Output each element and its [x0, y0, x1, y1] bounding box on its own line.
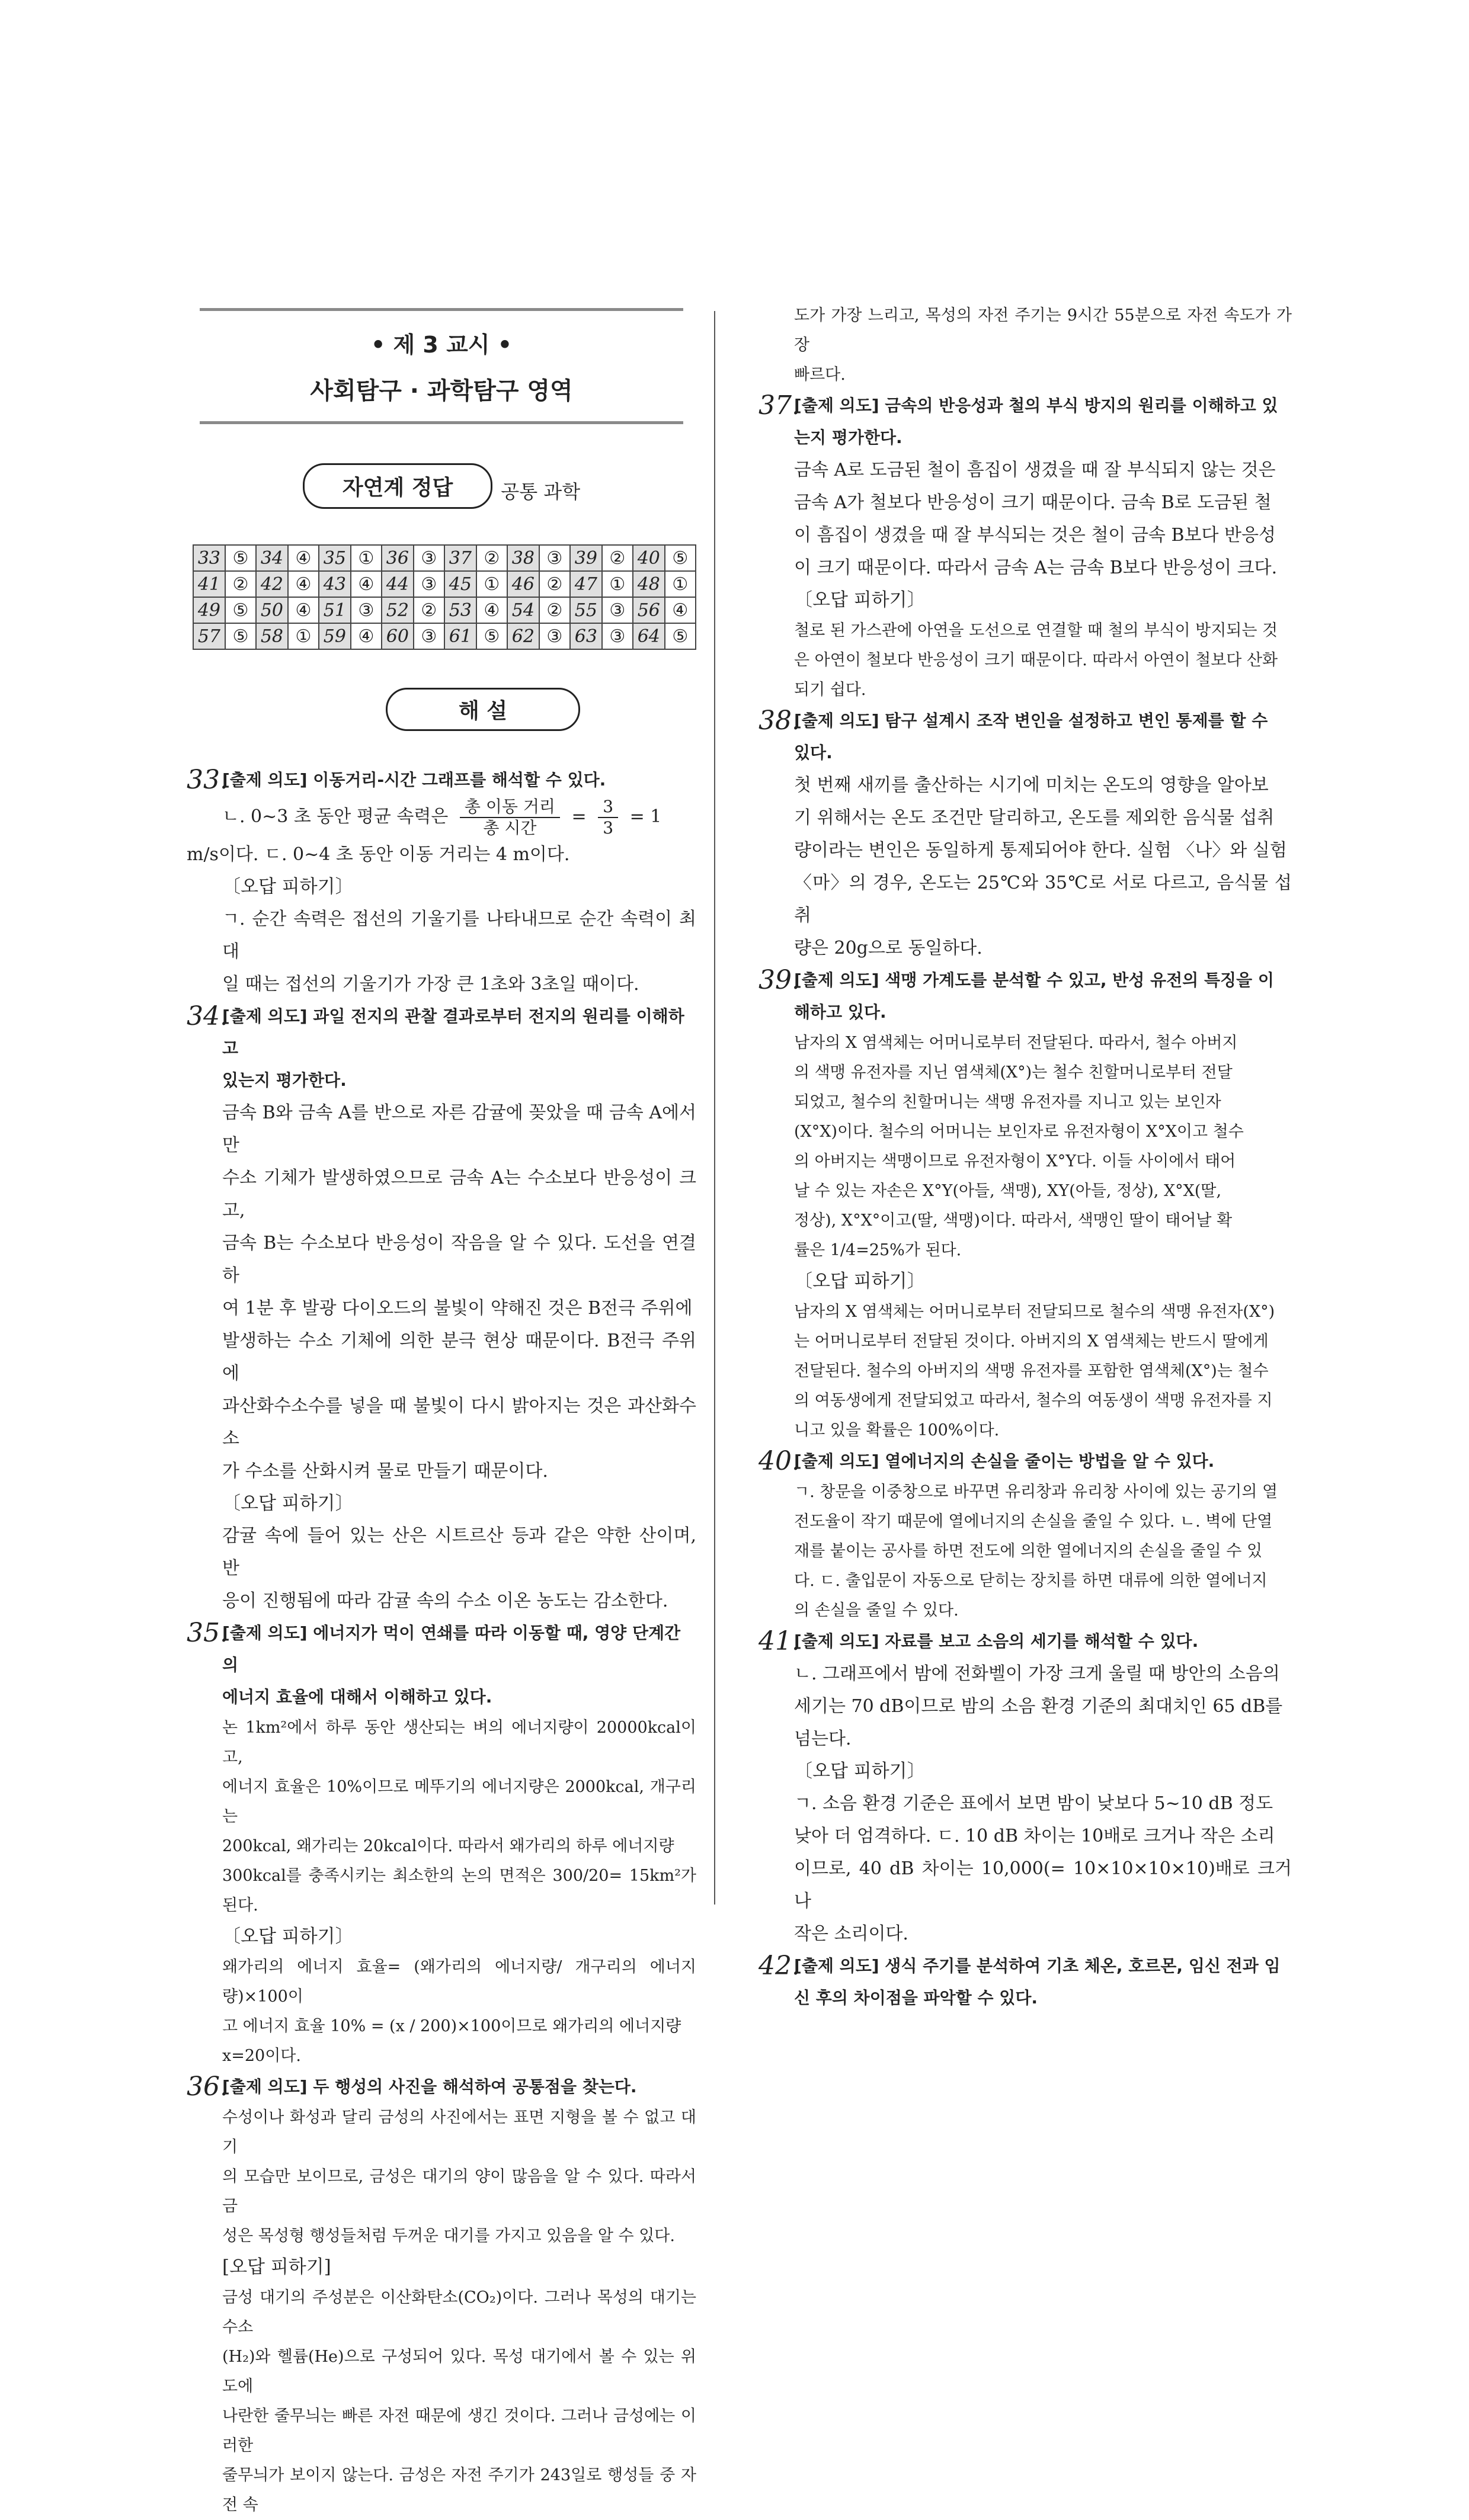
answer-choice: ② [225, 571, 256, 597]
explanation-line: 의 모습만 보이므로, 금성은 대기의 양이 많음을 알 수 있다. 따라서 금 [222, 2168, 696, 2216]
question-intent: 에너지 효율에 대해서 이해하고 있다. [222, 1687, 492, 1707]
explanation-line: 왜가리의 에너지 효율= (왜가리의 에너지량/ 개구리의 에너지량)×100이 [222, 1958, 696, 2006]
answer-question-number: 48 [633, 571, 665, 597]
question-intent: 있는지 평가한다. [222, 1070, 347, 1090]
answer-choice: ⑤ [225, 623, 256, 649]
answer-table [193, 544, 696, 650]
explanation-line: 되기 쉽다. [794, 681, 866, 699]
answer-question-number: 52 [382, 597, 414, 623]
question-intent: [출제 의도] 색맹 가계도를 분석할 수 있고, 반성 유전의 특징을 이 [794, 970, 1274, 990]
answer-choice: ③ [414, 571, 444, 597]
explanation-line: 여 1분 후 발광 다이오드의 불빛이 약해진 것은 B전극 주위에 [222, 1298, 693, 1319]
explanation-line: 남자의 X 염색체는 어머니로부터 전달되므로 철수의 색맹 유전자(X°) [794, 1303, 1275, 1321]
answer-choice: ④ [288, 597, 319, 623]
explanation-line: 다. ㄷ. 출입문이 자동으로 닫히는 장치를 하면 대류에 의한 열에너지 [794, 1572, 1268, 1590]
fraction: $\frac{\text{총 이동 거리}}{\text{총 시간}}$ [460, 797, 560, 838]
answer-choice: ③ [602, 623, 633, 649]
question-35 [187, 1617, 696, 2071]
answer-question-number: 57 [193, 623, 225, 649]
question-intent: 있다. [794, 743, 833, 762]
explanation-line: 논 1km²에서 하루 동안 생산되는 벼의 에너지량이 20000kcal이고, [222, 1719, 696, 1766]
answer-question-number: 42 [256, 571, 288, 597]
question-number: 38. [758, 706, 800, 736]
explanation-line: 이 크기 때문이다. 따라서 금속 A는 금속 B보다 반응성이 크다. [794, 557, 1278, 578]
question-intent: [출제 의도] 탐구 설계시 조작 변인을 설정하고 변인 통제를 할 수 [794, 711, 1268, 730]
answer-choice: ② [539, 597, 570, 623]
question-intent: [출제 의도] 자료를 보고 소음의 세기를 해석할 수 있다. [794, 1631, 1199, 1651]
explanation-line: 량이라는 변인은 동일하게 통제되어야 한다. 실험 〈나〉와 실험 [794, 840, 1287, 861]
right-column [758, 301, 1292, 2014]
explanation-line: 300kcal를 충족시키는 최소한의 논의 면적은 300/20= 15km²가 된다. [222, 1867, 696, 1915]
answer-question-number: 38 [507, 545, 539, 571]
question-42 [758, 1950, 1292, 2014]
answer-question-number: 45 [444, 571, 476, 597]
question-34 [187, 1001, 696, 1617]
explanation-line: 의 색맹 유전자를 지닌 염색체(X°)는 철수 친할머니로부터 전달 [794, 1063, 1233, 1082]
question-40 [758, 1445, 1292, 1626]
answer-choice: ⑤ [225, 545, 256, 571]
explanation-line: ㄱ. 소음 환경 기준은 표에서 보면 밤이 낮보다 5~10 dB 정도 [794, 1793, 1273, 1814]
answer-choice: ① [665, 571, 696, 597]
question-37 [758, 390, 1292, 705]
question-number: 36. [187, 2072, 228, 2102]
explanation-heading-wrap [187, 688, 696, 731]
answer-row [193, 597, 696, 623]
explanation-line: 줄무늬가 보이지 않는다. 금성은 자전 주기가 243일로 행성들 중 자전 속 [222, 2466, 696, 2514]
session-title: • 제 3 교시 • [370, 332, 513, 358]
explanation-line: 기 위해서는 온도 조건만 달리하고, 온도를 제외한 음식물 섭취 [794, 807, 1275, 828]
answer-choice: ④ [288, 571, 319, 597]
answer-choice: ⑤ [476, 623, 507, 649]
question-intent: 는지 평가한다. [794, 428, 902, 447]
answer-choice: ④ [665, 597, 696, 623]
answer-question-number: 50 [256, 597, 288, 623]
explanation-line: 작은 소리이다. [794, 1923, 908, 1944]
answer-question-number: 40 [633, 545, 665, 571]
explanation-line: 나란한 줄무늬는 빠른 자전 때문에 생긴 것이다. 그러나 금성에는 이러한 [222, 2407, 696, 2455]
explanation-line: 전도율이 작기 때문에 열에너지의 손실을 줄일 수 있다. ㄴ. 벽에 단열 [794, 1512, 1273, 1531]
answer-question-number: 34 [256, 545, 288, 571]
explanation-line: 응이 진행됨에 따라 감귤 속의 수소 이온 농도는 감소한다. [222, 1591, 668, 1611]
answer-label: 자연계 정답 [303, 463, 492, 509]
explanation-line: 첫 번째 새끼를 출산하는 시기에 미치는 온도의 영향을 알아보 [794, 775, 1269, 796]
answer-question-number: 56 [633, 597, 665, 623]
explanation-line: 날 수 있는 자손은 X°Y(아들, 색맹), XY(아들, 정상), X°X(딸, [794, 1182, 1222, 1200]
explanation-line: 빠르다. [794, 366, 846, 384]
question-number: 42. [758, 1951, 800, 1981]
answer-question-number: 51 [319, 597, 351, 623]
answer-question-number: 58 [256, 623, 288, 649]
answer-question-number: 60 [382, 623, 414, 649]
question-number: 35. [187, 1618, 228, 1648]
explanation-line: m/s이다. ㄷ. 0~4 초 동안 이동 거리는 4 m이다. [187, 844, 570, 865]
answer-question-number: 46 [507, 571, 539, 597]
answer-choice: ② [476, 545, 507, 571]
explanation-line: 넘는다. [794, 1729, 852, 1749]
answer-choice: ② [539, 571, 570, 597]
answer-question-number: 37 [444, 545, 476, 571]
wrong-answer-tag: 〔오답 피하기〕 [222, 1493, 354, 1514]
answer-question-number: 63 [570, 623, 602, 649]
answer-choice: ① [476, 571, 507, 597]
question-intent: 신 후의 차이점을 파악할 수 있다. [794, 1988, 1038, 2008]
answer-question-number: 35 [319, 545, 351, 571]
explanation-line: 과산화수소수를 넣을 때 불빛이 다시 밝아지는 것은 과산화수소 [222, 1396, 696, 1449]
question-intent: 해하고 있다. [794, 1002, 886, 1022]
answer-question-number: 47 [570, 571, 602, 597]
answer-question-number: 49 [193, 597, 225, 623]
wrong-answer-tag: 〔오답 피하기〕 [794, 589, 926, 611]
answer-subject: 공통 과학 [501, 480, 581, 503]
question-intent: [출제 의도] 열에너지의 손실을 줄이는 방법을 알 수 있다. [794, 1451, 1215, 1471]
explanation-line: 이므로, 40 dB 차이는 10,000(= 10×10×10×10)배로 크거나 [794, 1858, 1292, 1912]
question-number: 37. [758, 390, 800, 421]
question-intent: [출제 의도] 과일 전지의 관찰 결과로부터 전지의 원리를 이해하고 [222, 1006, 684, 1058]
answer-choice: ⑤ [225, 597, 256, 623]
question-number: 41. [758, 1626, 800, 1656]
explanation-line: 〈마〉의 경우, 온도는 25℃와 35℃로 서로 다르고, 음식물 섭취 [794, 873, 1292, 926]
explanation-line: 금성 대기의 주성분은 이산화탄소(CO₂)이다. 그러나 목성의 대기는 수소 [222, 2288, 696, 2336]
answer-choice: ⑤ [665, 545, 696, 571]
fraction: $\frac{3}{3}$ [598, 797, 618, 838]
explanation-line: 되었고, 철수의 친할머니는 색맹 유전자를 지니고 있는 보인자 [794, 1093, 1221, 1111]
explanation-line: 200kcal, 왜가리는 20kcal이다. 따라서 왜가리의 하루 에너지량 [222, 1837, 674, 1855]
explanation-heading: 해 설 [386, 688, 580, 731]
explanation-line: 니고 있을 확률은 100%이다. [794, 1421, 1000, 1439]
explanation-line: 철로 된 가스관에 아연을 도선으로 연결할 때 철의 부식이 방지되는 것 [794, 621, 1278, 640]
answer-choice: ① [288, 623, 319, 649]
column-divider [714, 311, 715, 1905]
explanation-line: ㄱ. 창문을 이중창으로 바꾸면 유리창과 유리창 사이에 있는 공기의 열 [794, 1483, 1278, 1501]
answer-question-number: 53 [444, 597, 476, 623]
answer-choice: ④ [351, 623, 382, 649]
explanation-line: 전달된다. 철수의 아버지의 색맹 유전자를 포함한 염색체(X°)는 철수 [794, 1362, 1269, 1380]
explanation-line: 수소 기체가 발생하였으므로 금속 A는 수소보다 반응성이 크고, [222, 1168, 696, 1221]
answer-row [193, 571, 696, 597]
answer-heading [187, 463, 696, 509]
explanation-line: (H₂)와 헬륨(He)으로 구성되어 있다. 목성 대기에서 볼 수 있는 위도에 [222, 2348, 696, 2396]
question-intent: [출제 의도] 이동거리-시간 그래프를 해석할 수 있다. [222, 770, 606, 790]
explanation-line: 금속 A가 철보다 반응성이 크기 때문이다. 금속 B로 도금된 철 [794, 492, 1272, 513]
explanation-line: 재를 붙이는 공사를 하면 전도에 의한 열에너지의 손실을 줄일 수 있 [794, 1542, 1263, 1560]
explanation-line: 세기는 70 dB이므로 밤의 소음 환경 기준의 최대치인 65 dB를 [794, 1696, 1283, 1717]
answer-question-number: 55 [570, 597, 602, 623]
explanation-line: 는 어머니로부터 전달된 것이다. 아버지의 X 염색체는 반드시 딸에게 [794, 1332, 1269, 1351]
explanation-line: 금속 A로 도금된 철이 흠집이 생겼을 때 잘 부식되지 않는 것은 [794, 460, 1276, 480]
answer-choice: ③ [414, 623, 444, 649]
answer-choice: ④ [351, 571, 382, 597]
explanation-line: 감귤 속에 들어 있는 산은 시트르산 등과 같은 약한 산이며, 반 [222, 1525, 696, 1579]
answer-question-number: 59 [319, 623, 351, 649]
question-intent: [출제 의도] 생식 주기를 분석하여 기초 체온, 호르몬, 임신 전과 임 [794, 1956, 1281, 1976]
answer-question-number: 39 [570, 545, 602, 571]
explanation-line: 수성이나 화성과 달리 금성의 사진에서는 표면 지형을 볼 수 없고 대기 [222, 2108, 696, 2156]
explanation-line: 성은 목성형 행성들처럼 두꺼운 대기를 가지고 있음을 알 수 있다. [222, 2227, 675, 2245]
question-33 [187, 764, 696, 1001]
question-number: 39. [758, 965, 800, 995]
question-36 [187, 2071, 696, 2520]
answer-question-number: 62 [507, 623, 539, 649]
wrong-answer-tag: 〔오답 피하기〕 [794, 1271, 926, 1292]
question-intent: [출제 의도] 금속의 반응성과 철의 부식 방지의 원리를 이해하고 있 [794, 396, 1278, 415]
answer-question-number: 41 [193, 571, 225, 597]
explanation-line: 의 아버지는 색맹이므로 유전자형이 X°Y다. 이들 사이에서 태어 [794, 1152, 1236, 1171]
explanation-line: 금속 B는 수소보다 반응성이 작음을 알 수 있다. 도선을 연결하 [222, 1233, 696, 1286]
answer-choice: ③ [351, 597, 382, 623]
answer-choice: ③ [539, 623, 570, 649]
wrong-answer-tag: 〔오답 피하기〕 [222, 876, 354, 897]
answer-question-number: 61 [444, 623, 476, 649]
explanation-line: 이 흠집이 생겼을 때 잘 부식되는 것은 철이 금속 B보다 반응성 [794, 525, 1276, 546]
answer-question-number: 54 [507, 597, 539, 623]
explanation-line: 의 여동생에게 전달되었고 따라서, 철수의 여동생이 색맹 유전자를 지 [794, 1392, 1273, 1410]
explanation-line: 도가 가장 느리고, 목성의 자전 주기는 9시간 55분으로 자전 속도가 가장 [794, 306, 1292, 354]
answer-choice: ④ [476, 597, 507, 623]
explanation-line: 고 에너지 효율 10% = (x / 200)×100이므로 왜가리의 에너지량 [222, 2017, 681, 2035]
answer-choice: ② [602, 545, 633, 571]
answer-choice: ③ [539, 545, 570, 571]
answer-question-number: 64 [633, 623, 665, 649]
explanation-line: 률은 1/4=25%가 된다. [794, 1241, 962, 1259]
explanation-line: 일 때는 접선의 기울기가 가장 큰 1초와 3초일 때이다. [222, 974, 639, 995]
answer-question-number: 36 [382, 545, 414, 571]
explanation-line: 가 수소를 산화시켜 물로 만들기 때문이다. [222, 1461, 548, 1482]
wrong-answer-tag: 〔오답 피하기〕 [222, 1926, 354, 1947]
explanation-line: (X°X)이다. 철수의 어머니는 보인자로 유전자형이 X°X이고 철수 [794, 1123, 1244, 1141]
header-rule-bottom [200, 421, 683, 424]
question-number: 40. [758, 1446, 800, 1476]
question-39 [758, 964, 1292, 1445]
explanation-line: ㄱ. 순간 속력은 접선의 기울기를 나타내므로 순간 속력이 최대 [222, 909, 696, 962]
answer-question-number: 33 [193, 545, 225, 571]
answer-choice: ① [351, 545, 382, 571]
answer-question-number: 43 [319, 571, 351, 597]
answer-choice: ① [602, 571, 633, 597]
question-number: 33. [187, 765, 228, 795]
explanation-line: 발생하는 수소 기체에 의한 분극 현상 때문이다. B전극 주위에 [222, 1330, 696, 1384]
wrong-answer-tag: [오답 피하기] [222, 2256, 331, 2278]
question-intent: [출제 의도] 두 행성의 사진을 해석하여 공통점을 찾는다. [222, 2077, 637, 2096]
explanation-line: 량은 20g으로 동일하다. [794, 938, 982, 958]
question-number: 34. [187, 1001, 228, 1031]
explanation-line: 낮아 더 엄격하다. ㄷ. 10 dB 차이는 10배로 크거나 작은 소리 [794, 1826, 1275, 1846]
header-rule-top [200, 308, 683, 311]
explanation-line: 은 아연이 철보다 반응성이 크기 때문이다. 따라서 아연이 철보다 산화 [794, 651, 1278, 669]
question-38 [758, 705, 1292, 964]
answer-choice: ③ [414, 545, 444, 571]
answer-row [193, 623, 696, 649]
question-41 [758, 1626, 1292, 1950]
explanation-line: x=20이다. [222, 2047, 301, 2065]
wrong-answer-tag: 〔오답 피하기〕 [794, 1761, 926, 1782]
explanation-line: 의 손실을 줄일 수 있다. [794, 1601, 959, 1620]
explanation-line: ㄴ. 0~3 초 동안 평균 속력은 $\frac{\text{총 이동 거리}}{\text{총 시간}}$ = $\frac{3}{3}$ = 1 [222, 797, 662, 838]
explanation-line: 금속 B와 금속 A를 반으로 자른 감귤에 꽂았을 때 금속 A에서만 [222, 1102, 696, 1156]
answer-choice: ④ [288, 545, 319, 571]
answer-choice: ③ [602, 597, 633, 623]
left-column [187, 308, 696, 2520]
answer-row [193, 545, 696, 571]
answer-choice: ② [414, 597, 444, 623]
answer-choice: ⑤ [665, 623, 696, 649]
explanation-line: 에너지 효율은 10%이므로 메뚜기의 에너지량은 2000kcal, 개구리는 [222, 1778, 696, 1826]
area-title: 사회탐구 · 과학탐구 영역 [310, 377, 573, 405]
question-intent: [출제 의도] 에너지가 먹이 연쇄를 따라 이동할 때, 영양 단계간의 [222, 1623, 681, 1675]
explanation-line: ㄴ. 그래프에서 밤에 전화벨이 가장 크게 울릴 때 방안의 소음의 [794, 1663, 1280, 1684]
explanation-line: 정상), X°X°이고(딸, 색맹)이다. 따라서, 색맹인 딸이 태어날 확 [794, 1211, 1233, 1230]
explanation-line: 남자의 X 염색체는 어머니로부터 전달된다. 따라서, 철수 아버지 [794, 1034, 1238, 1052]
answer-question-number: 44 [382, 571, 414, 597]
